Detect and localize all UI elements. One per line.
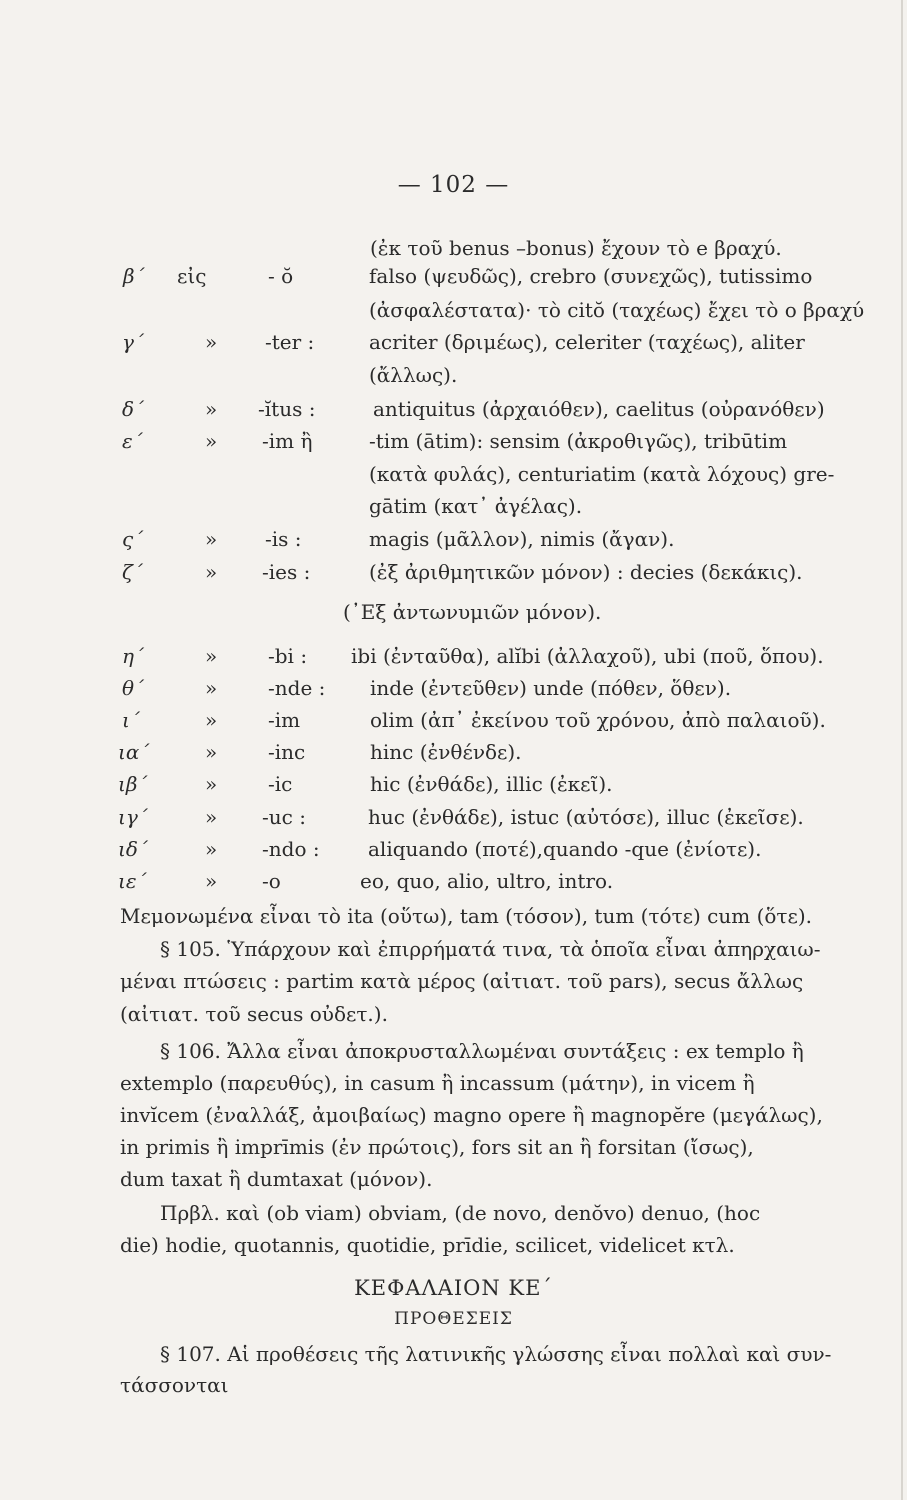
entry-suffix: -bi : — [268, 644, 308, 668]
entry-line: hic (ἐνθάδε), illic (ἐκεῖ). — [370, 772, 613, 796]
entry-word: » — [205, 676, 218, 700]
paragraph-line: Μεμονωμένα εἶναι τὸ ita (οὕτω), tam (τόσον), tum (τότε) cum (ὅτε). — [120, 904, 812, 928]
entry-number: θ΄ — [122, 676, 145, 700]
entry-number: δ΄ — [122, 397, 145, 421]
entry-line: olim (ἀπ᾽ ἐκείνου τοῦ χρόνου, ἀπὸ παλαιοῦ). — [370, 708, 826, 732]
entry-line: eo, quo, alio, ultro, intro. — [360, 869, 614, 893]
paragraph-line: μέναι πτώσεις : partim κατὰ μέρος (αἰτιατ. τοῦ pars), secus ἄλλως — [120, 969, 804, 993]
entry-line: ibi (ἐνταῦθα), alĭbi (ἀλλαχοῦ), ubi (ποῦ, ὅπου). — [351, 644, 824, 668]
entry-suffix: -o — [262, 869, 281, 893]
entry-suffix: -im ἢ — [262, 429, 313, 453]
entry-suffix: -inc — [268, 740, 306, 764]
entry-number: ε΄ — [122, 429, 143, 453]
paragraph-line: (αἰτιατ. τοῦ secus οὐδετ.). — [120, 1002, 388, 1026]
entry-suffix: -ter : — [265, 330, 315, 354]
pronoun-note: (᾿Εξ ἀντωνυμιῶν μόνον). — [343, 600, 602, 624]
entry-number: ιε΄ — [118, 869, 147, 893]
entry-word: » — [205, 772, 218, 796]
entry-number: ιγ΄ — [118, 805, 148, 829]
entry-word: » — [205, 527, 218, 551]
paragraph-line: invĭcem (ἐναλλάξ, ἀμοιβαίως) magno opere ἢ magnopĕre (μεγάλως), — [120, 1103, 823, 1127]
entry-word: » — [205, 429, 218, 453]
entry-line: gātim (κατ᾽ ἀγέλας). — [369, 494, 583, 518]
entry-number: β΄ — [123, 264, 145, 288]
intro-line: (ἐκ τοῦ benus –bonus) ἔχουν τὸ e βραχύ. — [370, 236, 782, 260]
entry-line: falso (ψευδῶς), crebro (συνεχῶς), tutissimo — [369, 264, 813, 288]
page-number: — 102 — — [397, 172, 510, 198]
entry-line: huc (ἐνθάδε), istuc (αὐτόσε), illuc (ἐκεῖσε). — [368, 805, 804, 829]
entry-suffix: -is : — [265, 527, 302, 551]
paragraph-line: die) hodie, quotannis, quotidie, prīdie, scilicet, videlicet κτλ. — [120, 1233, 735, 1257]
entry-number: ιβ΄ — [118, 772, 148, 796]
entry-number: ι΄ — [122, 708, 140, 732]
entry-line: inde (ἐντεῦθεν) unde (πόθεν, ὅθεν). — [370, 676, 732, 700]
entry-word: » — [205, 560, 218, 584]
entry-word: » — [205, 805, 218, 829]
entry-suffix: -im — [268, 708, 301, 732]
entry-suffix: - ŏ — [268, 264, 294, 288]
entry-line: (ἐξ ἀριθμητικῶν μόνον) : decies (δεκάκις). — [369, 560, 803, 584]
entry-line: hinc (ἐνθένδε). — [370, 740, 522, 764]
entry-line: aliquando (ποτέ),quando -que (ἐνίοτε). — [368, 837, 762, 861]
entry-word: εἰς — [177, 264, 207, 288]
entry-suffix: -ndo : — [262, 837, 320, 861]
entry-number: ς΄ — [122, 527, 144, 551]
entry-suffix: -nde : — [268, 676, 326, 700]
entry-line: antiquitus (ἀρχαιόθεν), caelitus (οὐρανόθεν) — [373, 397, 825, 421]
entry-line: -tim (ātim): sensim (ἀκροθιγῶς), tribūtim — [369, 429, 788, 453]
entry-line: (ἀσφαλέστατα)· τὸ citŏ (ταχέως) ἔχει τὸ ο βραχύ — [369, 298, 865, 322]
entry-number: γ΄ — [122, 330, 144, 354]
paragraph-line: dum taxat ἢ dumtaxat (μόνον). — [120, 1167, 433, 1191]
entry-word: » — [205, 837, 218, 861]
entry-word: » — [205, 740, 218, 764]
paragraph-line: § 106. Ἄλλα εἶναι ἀποκρυσταλλωμέναι συντάξεις : ex templo ἢ — [160, 1039, 804, 1063]
entry-suffix: -ĭtus : — [258, 397, 316, 421]
paragraph-line: extemplo (παρευθύς), in casum ἢ incassum (μάτην), in vicem ἢ — [120, 1071, 755, 1095]
paragraph-line: Πρβλ. καὶ (ob viam) obviam, (de novo, denŏvo) denuo, (hoc — [160, 1201, 761, 1225]
entry-number: ιδ΄ — [118, 837, 148, 861]
paragraph-line: in primis ἢ imprīmis (ἐν πρώτοις), fors sit an ἢ forsitan (ἴσως), — [120, 1135, 754, 1159]
entry-suffix: -uc : — [262, 805, 306, 829]
entry-line: acriter (δριμέως), celeriter (ταχέως), aliter — [369, 330, 805, 354]
paragraph-line: τάσσονται — [120, 1373, 229, 1397]
entry-word: » — [205, 869, 218, 893]
entry-number: ια΄ — [118, 740, 150, 764]
entry-number: ζ΄ — [122, 560, 143, 584]
paragraph-line: § 107. Αἱ προθέσεις τῆς λατινικῆς γλώσσης εἶναι πολλαὶ καὶ συν- — [160, 1342, 832, 1366]
entry-line: (ἄλλως). — [369, 363, 458, 387]
entry-word: » — [205, 397, 218, 421]
entry-number: η΄ — [122, 644, 144, 668]
entry-suffix: -ic — [268, 772, 293, 796]
entry-line: magis (μᾶλλον), nimis (ἄγαν). — [369, 527, 675, 551]
page-edge — [901, 0, 903, 1500]
entry-word: » — [205, 644, 218, 668]
entry-suffix: -ies : — [262, 560, 311, 584]
entry-word: » — [205, 708, 218, 732]
section-title: ΠΡΟΘΕΣΕΙΣ — [394, 1309, 513, 1329]
paragraph-line: § 105. Ὑπάρχουν καὶ ἐπιρρήματά τινα, τὰ ὁποῖα εἶναι ἀπηρχαιω- — [160, 937, 821, 961]
entry-word: » — [205, 330, 218, 354]
entry-line: (κατὰ φυλάς), centuriatim (κατὰ λόχους) gre- — [369, 462, 835, 486]
chapter-title: ΚΕΦΑΛΑΙΟΝ ΚΕ΄ — [354, 1276, 553, 1300]
